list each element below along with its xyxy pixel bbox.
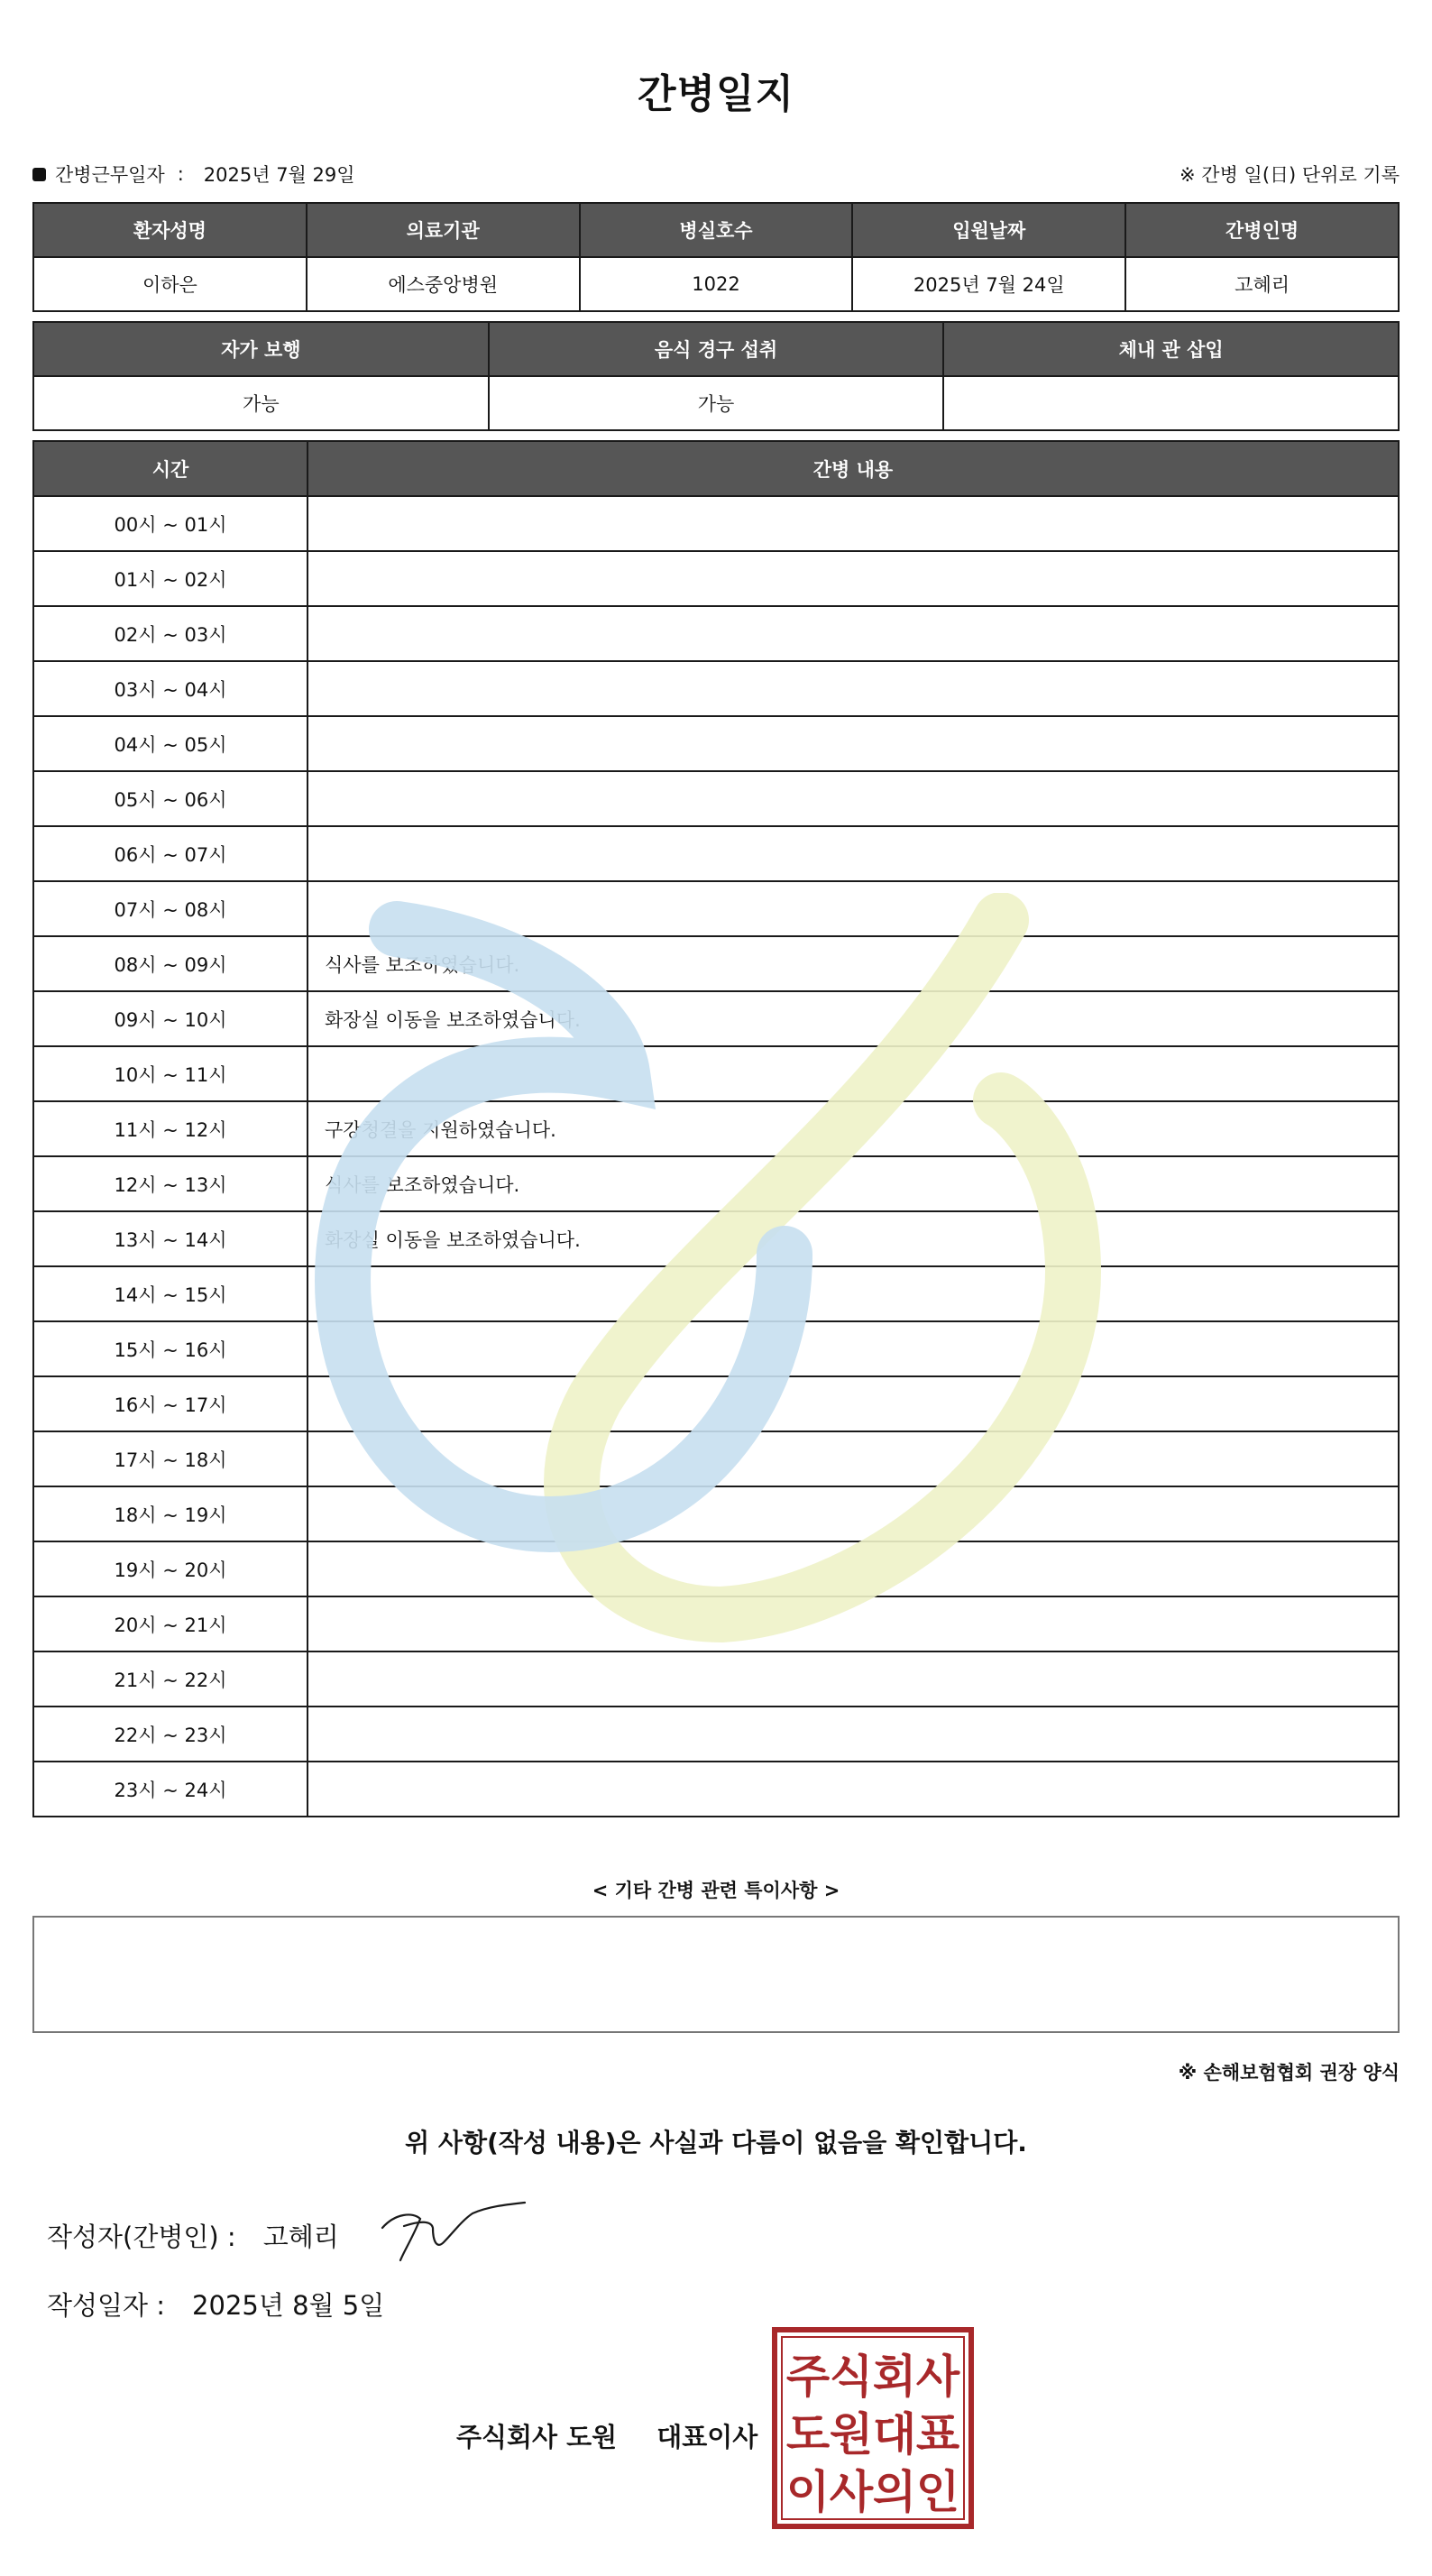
care-log-content xyxy=(308,1486,1399,1541)
care-log-content xyxy=(308,551,1399,606)
care-log-content xyxy=(308,826,1399,881)
seal-character: 주 xyxy=(785,2351,831,2403)
patient-info-value-row xyxy=(33,257,1399,311)
care-log-row xyxy=(33,716,1399,771)
care-log-row xyxy=(33,551,1399,606)
care-log-content xyxy=(308,1321,1399,1376)
write-date-value: 2025년 8월 5일 xyxy=(192,2290,385,2321)
header-patient-name: 환자성명 xyxy=(33,203,307,257)
care-log-row xyxy=(33,1651,1399,1707)
care-log-time: 01시 ~ 02시 xyxy=(33,551,308,606)
header-room: 병실호수 xyxy=(580,203,853,257)
header-tube-insertion: 체내 관 삽입 xyxy=(943,322,1399,376)
bottom-note: ※ 손해보험협회 권장 양식 xyxy=(1178,2062,1400,2084)
care-log-row xyxy=(33,1046,1399,1101)
care-log-time: 06시 ~ 07시 xyxy=(33,826,308,881)
self-walking-value: 가능 xyxy=(33,376,489,430)
care-log-time: 18시 ~ 19시 xyxy=(33,1486,308,1541)
header-oral-intake: 음식 경구 섭취 xyxy=(489,322,944,376)
top-note: ※ 간병 일(日) 단위로 기록 xyxy=(1180,164,1400,186)
header-admission-date: 입원날짜 xyxy=(852,203,1125,257)
care-log-time: 22시 ~ 23시 xyxy=(33,1707,308,1762)
oral-intake-value: 가능 xyxy=(489,376,944,430)
care-log-content xyxy=(308,1762,1399,1817)
care-log-row xyxy=(33,1762,1399,1817)
seal-character: 사 xyxy=(829,2466,874,2518)
seal-character: 인 xyxy=(915,2466,960,2518)
hospital-name: 에스중앙병원 xyxy=(307,257,580,311)
care-log-time: 08시 ~ 09시 xyxy=(33,936,308,991)
company-seal-icon xyxy=(772,2327,974,2529)
representative-title: 대표이사 xyxy=(656,2422,758,2452)
care-log-content: 화장실 이동을 보조하였습니다. xyxy=(308,1211,1399,1266)
company-line xyxy=(456,2417,757,2454)
page-title: 간병일지 xyxy=(637,71,794,117)
care-log-content xyxy=(308,1266,1399,1321)
care-log-content xyxy=(308,661,1399,716)
care-log-time: 00시 ~ 01시 xyxy=(33,496,308,551)
seal-character: 표 xyxy=(915,2408,960,2461)
care-log-time: 07시 ~ 08시 xyxy=(33,881,308,936)
care-log-row xyxy=(33,1431,1399,1486)
care-log-time: 19시 ~ 20시 xyxy=(33,1541,308,1596)
header-caregiver: 간병인명 xyxy=(1125,203,1399,257)
extra-notes-title: < 기타 간병 관련 특이사항 > xyxy=(592,1880,840,1901)
care-log-time: 20시 ~ 21시 xyxy=(33,1596,308,1651)
care-log-time: 16시 ~ 17시 xyxy=(33,1376,308,1431)
care-log-row xyxy=(33,606,1399,661)
square-bullet-icon xyxy=(32,168,46,181)
care-log-content xyxy=(308,1596,1399,1651)
patient-info-table xyxy=(32,202,1400,312)
seal-character: 사 xyxy=(915,2351,960,2403)
seal-character: 대 xyxy=(872,2408,917,2461)
care-log-row xyxy=(33,1486,1399,1541)
care-log-content: 구강청결을 지원하였습니다. xyxy=(308,1101,1399,1156)
care-log-row xyxy=(33,881,1399,936)
care-log-row xyxy=(33,1266,1399,1321)
patient-name: 이하은 xyxy=(33,257,307,311)
duty-date-line xyxy=(32,161,355,188)
care-log-time: 09시 ~ 10시 xyxy=(33,991,308,1046)
seal-character: 원 xyxy=(829,2408,874,2461)
seal-character: 도 xyxy=(785,2408,831,2461)
care-log-row xyxy=(33,826,1399,881)
write-date-label: 작성일자 : xyxy=(47,2290,166,2321)
patient-status-value-row xyxy=(33,376,1399,430)
care-log-time: 17시 ~ 18시 xyxy=(33,1431,308,1486)
care-log-row xyxy=(33,1101,1399,1156)
duty-label: 간병근무일자 xyxy=(55,164,165,186)
header-time: 시간 xyxy=(33,441,308,496)
care-log-table xyxy=(32,440,1400,1817)
care-log-time: 13시 ~ 14시 xyxy=(33,1211,308,1266)
seal-character: 의 xyxy=(872,2466,917,2518)
care-log-row xyxy=(33,771,1399,826)
care-log-row xyxy=(33,1211,1399,1266)
duty-colon: : xyxy=(177,163,184,185)
care-log-row xyxy=(33,496,1399,551)
signature-icon xyxy=(377,2201,530,2264)
header-care-content: 간병 내용 xyxy=(308,441,1399,496)
writer-label: 작성자(간병인) : xyxy=(47,2222,236,2252)
confirmation-statement: 위 사항(작성 내용)은 사실과 다름이 없음을 확인합니다. xyxy=(405,2128,1027,2157)
care-log-content xyxy=(308,1376,1399,1431)
care-log-row xyxy=(33,1541,1399,1596)
care-log-time: 12시 ~ 13시 xyxy=(33,1156,308,1211)
company-name: 주식회사 도원 xyxy=(456,2422,618,2452)
care-log-time: 04시 ~ 05시 xyxy=(33,716,308,771)
patient-status-table xyxy=(32,321,1400,431)
writer-line xyxy=(47,2217,339,2254)
patient-info-header-row xyxy=(33,203,1399,257)
care-log-row xyxy=(33,991,1399,1046)
care-log-content: 식사를 보조하였습니다. xyxy=(308,1156,1399,1211)
care-log-time: 03시 ~ 04시 xyxy=(33,661,308,716)
care-log-body xyxy=(33,496,1399,1817)
care-log-content xyxy=(308,606,1399,661)
header-hospital: 의료기관 xyxy=(307,203,580,257)
care-log-content xyxy=(308,1431,1399,1486)
care-log-content xyxy=(308,1046,1399,1101)
care-log-time: 15시 ~ 16시 xyxy=(33,1321,308,1376)
care-log-row xyxy=(33,1596,1399,1651)
care-log-time: 23시 ~ 24시 xyxy=(33,1762,308,1817)
care-log-row xyxy=(33,1321,1399,1376)
tube-insertion-value xyxy=(943,376,1399,430)
care-log-content xyxy=(308,1651,1399,1707)
admission-date: 2025년 7월 24일 xyxy=(852,257,1125,311)
care-log-content xyxy=(308,771,1399,826)
header-self-walking: 자가 보행 xyxy=(33,322,489,376)
care-log-content: 식사를 보조하였습니다. xyxy=(308,936,1399,991)
extra-notes-box xyxy=(32,1916,1400,2033)
care-log-content xyxy=(308,716,1399,771)
care-log-content xyxy=(308,1707,1399,1762)
writer-name: 고혜리 xyxy=(262,2222,339,2252)
care-log-time: 11시 ~ 12시 xyxy=(33,1101,308,1156)
seal-character: 식 xyxy=(829,2351,874,2403)
write-date-line xyxy=(47,2286,384,2323)
care-log-header-row xyxy=(33,441,1399,496)
caregiver-name: 고혜리 xyxy=(1125,257,1399,311)
seal-character: 이 xyxy=(785,2466,831,2518)
care-log-row xyxy=(33,936,1399,991)
duty-date: 2025년 7월 29일 xyxy=(203,164,355,186)
care-log-time: 10시 ~ 11시 xyxy=(33,1046,308,1101)
care-log-row xyxy=(33,1156,1399,1211)
seal-character: 회 xyxy=(872,2351,917,2403)
care-log-content xyxy=(308,881,1399,936)
care-log-content xyxy=(308,1541,1399,1596)
care-log-content: 화장실 이동을 보조하였습니다. xyxy=(308,991,1399,1046)
care-log-time: 21시 ~ 22시 xyxy=(33,1651,308,1707)
care-log-time: 05시 ~ 06시 xyxy=(33,771,308,826)
care-log-row xyxy=(33,1707,1399,1762)
care-log-content xyxy=(308,496,1399,551)
care-log-time: 14시 ~ 15시 xyxy=(33,1266,308,1321)
patient-status-header-row xyxy=(33,322,1399,376)
room-number: 1022 xyxy=(580,257,853,311)
care-log-time: 02시 ~ 03시 xyxy=(33,606,308,661)
care-log-row xyxy=(33,1376,1399,1431)
care-log-row xyxy=(33,661,1399,716)
